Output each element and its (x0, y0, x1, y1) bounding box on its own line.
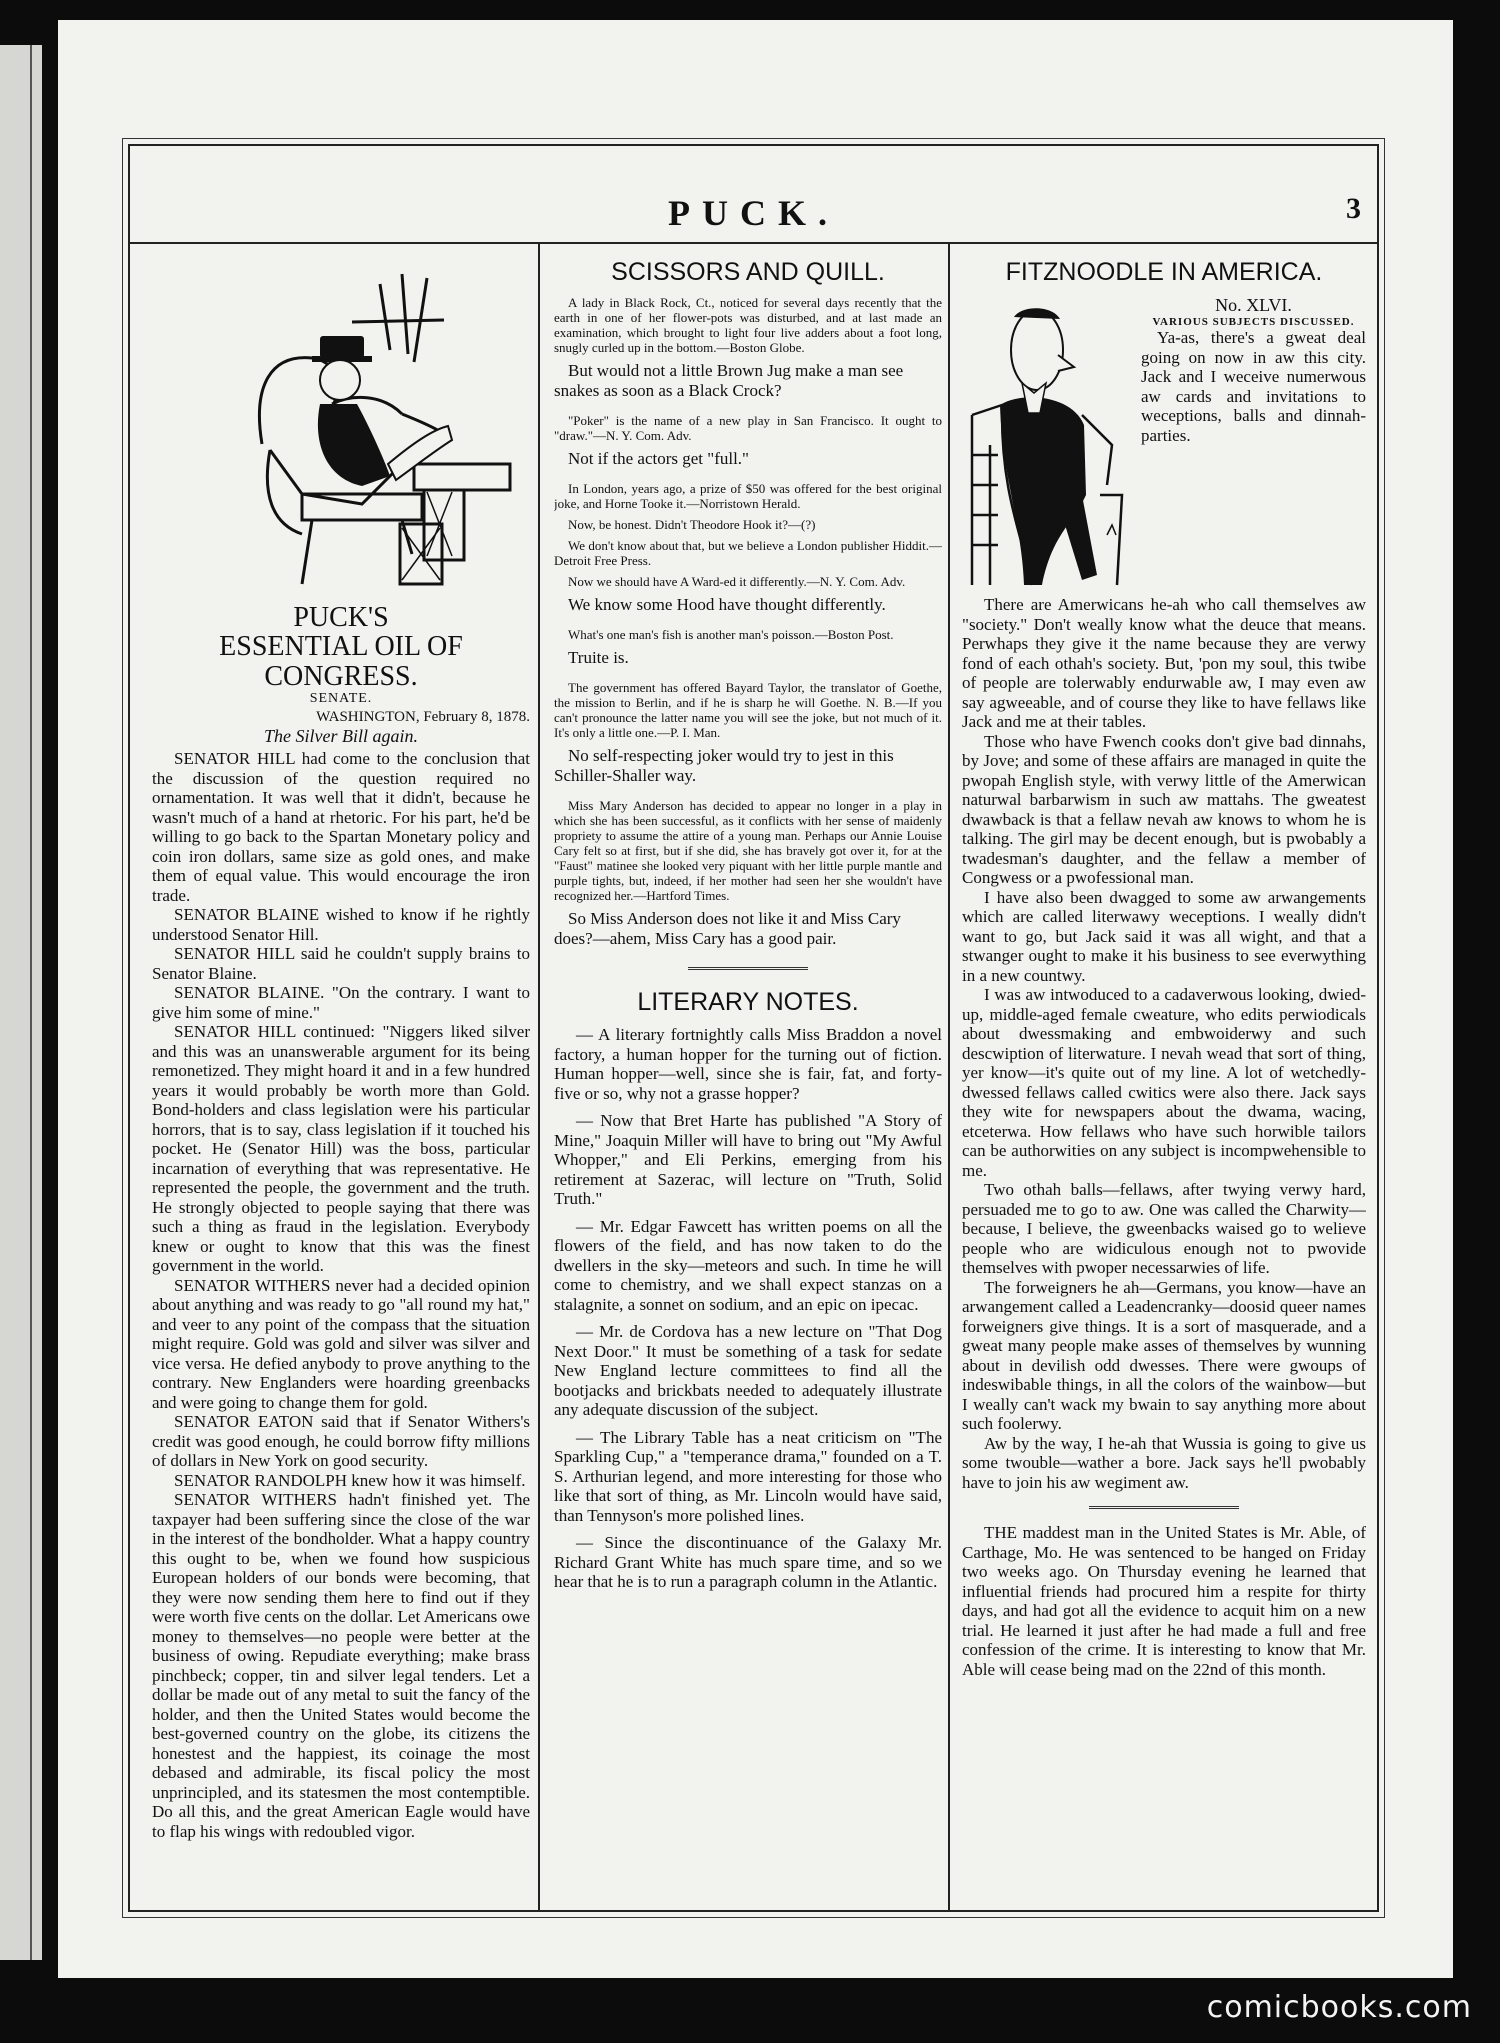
fitznoodle-illustration (962, 295, 1137, 595)
reply: Truite is. (568, 648, 629, 667)
note: — Mr. Edgar Fawcett has written poems on all the flowers of the field, and has now taken to do the dwellers in the sky—meteors and such. In time he will come to chemistry, and we shall expect stanzas on a stalagnite, a sonnet on sodium, and an epic on ipecac. (554, 1216, 942, 1314)
section-divider (688, 967, 808, 970)
newspaper-page (58, 20, 1453, 1978)
closing-item (962, 1523, 1366, 1679)
congress-heading-1: PUCK'S (293, 602, 389, 633)
item (554, 481, 942, 589)
lead-paragraph: Ya-as, there's a gweat deal going on now in aw this city. Jack and I weceive numerwous aw cards and invitations to weceptions, balls and dinnah-parties. (1141, 328, 1366, 445)
paragraph: Aw by the way, I he-ah that Wussia is going to give us some twouble—wather a bore. Jack says he'll pwobably have to join his aw wegiment aw. (962, 1433, 1366, 1492)
quote: "Poker" is the name of a new play in San Francisco. It ought to "draw."—N. Y. Com. Adv. (554, 413, 942, 443)
scissors-heading: SCISSORS AND QUILL. (611, 258, 885, 286)
paragraph: SENATOR HILL had come to the conclusion that the discussion of the question required no ornamentation. It was well that it didn't, because he wasn't much of a hand at rhetoric. For his part, he'd be willing to go back to the Spartan Monetary policy and coin iron dollars, same size as gold ones, and make them of equal value. This would encourage the iron trade. (152, 749, 530, 905)
paragraph: SENATOR BLAINE wished to know if he rightly understood Senator Hill. (152, 905, 530, 944)
paragraph: Two othah balls—fellaws, after twying verwy hard, persuaded me to go to aw. One was called the Charwity—because, I believe, the gweenbacks waised go to welieve people who are widiculous enough not to pwovide themselves with pwoper necessarwies of life. (962, 1180, 1366, 1277)
episode-subject: VARIOUS SUBJECTS DISCUSSED. (1152, 316, 1355, 328)
reply: Not if the actors get "full." (568, 449, 749, 468)
fitznoodle-intro (962, 295, 1366, 595)
paragraph: Those who have Fwench cooks don't give bad dinnahs, by Jove; and some of these affairs are managed in quite the pwopah English style, with verwy little of the Amerwican naturwal barbarwism in such aw mattahs. The gweatest dwawback is that a fellaw nevah aw knows to whom he is talking. The girl may be decent enough, but is pwobably a twadesman's daughter, and the fellaw a member of Congwess or a pwofessional man. (962, 731, 1366, 887)
column-rule-2 (948, 244, 950, 1910)
paragraph: The forweigners he ah—Germans, you know—have an arwangement called a Leadencranky—doosid queer names forweigners give things. It is a sort of masquerade, and a gweat many people make asses of themselves by wunning about in devilish odd dwesses. There were gwoups of indeswibable things, in all the colors of the wainbow—but I weally can't wack my bwain to say anything more about such foolerwy. (962, 1277, 1366, 1433)
site-watermark: comicbooks.com (1206, 1990, 1472, 2025)
item (554, 295, 942, 355)
congress-body (152, 749, 530, 1841)
congress-heading-2: ESSENTIAL OIL OF CONGRESS. (219, 631, 463, 692)
senate-section: SENATE. (309, 691, 373, 707)
paragraph: SENATOR BLAINE. "On the contrary. I want to give him some of mine." (152, 983, 530, 1022)
paragraph: SENATOR WITHERS hadn't finished yet. The taxpayer had been suffering since the close of the war in the interest of the bondholder. What a happy country this ought to be, when we found how suspicious European holders of our bonds were becoming, that they were now sending them here to find out if they were worth five cents on the dollar. Let Americans owe money to themselves—no people were better at the business of owing. Repudiate everything; make brass pinchbeck; copper, tin and silver legal tenders. Let a dollar be made out of any metal to suit the fancy of the holder, and then the United States would become the best-governed country on the globe, its citizens the honestest and the happiest, its coinage the most debased and admirable, its fiscal policy the most unprincipled, and its statesmen the most contemptible. Do all this, and the great American Eagle would have to flap his wings with redoubled vigor. (152, 1490, 530, 1841)
column-scissors (554, 254, 942, 1902)
fitznoodle-intro-text (1137, 295, 1366, 595)
reply: No self-respecting joker would try to jest in this Schiller-Shaller way. (554, 746, 894, 785)
masthead-rule (130, 242, 1377, 244)
quote: In London, years ago, a prize of $50 was offered for the best original joke, and Horne Tooke it.—Norristown Herald. (554, 481, 942, 511)
paragraph: SENATOR WITHERS never had a decided opinion about anything and was ready to go "all round my hat," and veer to any point of the compass that the situation might require. Gold was gold and silver was silver and vice versa. He defied anybody to prove anything to the contrary. New Englanders were hoarding greenbacks and were going to change them for gold. (152, 1275, 530, 1412)
reply: We know some Hood have thought differently. (568, 595, 886, 614)
reply: But would not a little Brown Jug make a man see snakes as soon as a Black Crock? (554, 361, 904, 400)
paragraph: SENATOR HILL said he couldn't supply brains to Senator Blaine. (152, 944, 530, 983)
quote: The government has offered Bayard Taylor, the translator of Goethe, the mission to Berlin, and if he is sharp he will Goethe. N. B.—If you can't pronounce the latter name you will see the joke, but not much of it. It's only a little one.—P. I. Man. (554, 680, 942, 740)
section-divider (1089, 1506, 1239, 1509)
paragraph: I was aw intwoduced to a cadaverwous looking, dwied-up, middle-aged female cweature, who edits perwiodicals about dwessmaking and embwoiderwy and such descwiption of literwature. I nevah wead that sort of thing, yer know—it's quite out of my line. A lot of wetchedly-dwessed fellaws called cwitics were also there. Jack says they wite for newspapers about the dwama, wacing, etceterwa. How fellaws who have such horwible tailors can be authorwities on any subject is incompwehensible to me. (962, 985, 1366, 1180)
item (554, 627, 942, 642)
quote: Now we should have A Ward-ed it differently.—N. Y. Com. Adv. (568, 574, 906, 589)
episode-number: No. XLVI. (1215, 295, 1292, 315)
masthead-title: PUCK. (668, 193, 839, 233)
fitznoodle-heading: FITZNOODLE IN AMERICA. (1005, 258, 1323, 286)
column-fitznoodle (962, 254, 1366, 1902)
item (554, 680, 942, 740)
puck-cartoon-icon (152, 254, 530, 599)
quote: What's one man's fish is another man's poisson.—Boston Post. (568, 627, 894, 642)
note: — Since the discontinuance of the Galaxy Mr. Richard Grant White has much spare time, and so we hear that he is to run a paragraph column in the Atlantic. (554, 1533, 942, 1591)
paragraph: There are Amerwicans he-ah who call themselves aw "society." Don't weally know what the deuce that means. Perwhaps they give it the name because they are verwy fond of each othah's society. But, 'pon my soul, this twibe of people are tolerwably endurwable aw, I may even aw say agweeable, and of course they like to have fellaws like Jack and me at their tables. (962, 595, 1366, 731)
paragraph: SENATOR RANDOLPH knew how it was himself. (174, 1470, 526, 1490)
literary-notes-heading: LITERARY NOTES. (637, 988, 859, 1016)
note: — A literary fortnightly calls Miss Braddon a novel factory, a human hopper for the turning out of fiction. Human hopper—well, since she is fair, fat, and forty-five or so, why not a grasse hopper? (554, 1025, 942, 1103)
quote: A lady in Black Rock, Ct., noticed for several days recently that the earth in one of her flower-pots was disturbed, and at last made an examination, which brought to light four live adders about a foot long, snugly curled up in the bottom.—Boston Globe. (554, 295, 942, 355)
note: — The Library Table has a neat criticism on "The Sparkling Cup," a "temperance drama," founded on a T. S. Arthurian legend, and more interesting for those who like that sort of thing, as Mr. Lincoln would have said, than Tennyson's more polished lines. (554, 1427, 942, 1525)
reply: So Miss Anderson does not like it and Miss Cary does?—ahem, Miss Cary has a good pair. (554, 909, 901, 948)
page-number: 3 (1346, 192, 1361, 225)
page-border (122, 138, 1385, 1918)
column-congress (152, 254, 530, 1902)
paragraph: SENATOR HILL continued: "Niggers liked silver and this was an unanswerable argument for its being remonetized. They might hoard it and in a few hundred years it would probably be worth more than Gold. Bond-holders and class legislation were his particular horrors, that is to say, class legislation if it touched his pocket. He (Senator Hill) was the boss, particular incarnation of everything that was representative. He represented the people, the government and the truth. He strongly objected to people saying that there was such a thing as fraud in the legislation. Everybody knew or ought to know that this was the finest government in the world. (152, 1022, 530, 1276)
closing-paragraph: THE maddest man in the United States is Mr. Able, of Carthage, Mo. He was sentenced to be hanged on Friday two weeks ago. On Thursday evening he learned that influential friends had procured him a respite for thirty days, and had got all the evidence to acquit him on a new trial. He learned it just after he had made a full and free confession of the crime. It is interesting to know that Mr. Able will cease being mad on the 22nd of this month. (962, 1523, 1366, 1679)
literary-notes-body (554, 1025, 942, 1592)
note: — Now that Bret Harte has published "A Story of Mine," Joaquin Miller will have to bring out "My Awful Whopper," and Eli Perkins, emerging from his retirement at Sazerac, will lecture on "Truth, Solid Truth." (554, 1111, 942, 1208)
column-rule-1 (538, 244, 540, 1910)
fitznoodle-cartoon-icon (962, 295, 1137, 595)
page-border-inner (128, 144, 1379, 1912)
item (554, 798, 942, 903)
quote: We don't know about that, but we believe a London publisher Hiddit.—Detroit Free Press. (554, 538, 942, 568)
quote: Miss Mary Anderson has decided to appear no longer in a play in which she has been successful, as it conflicts with her sense of maidenly propriety to assume the attire of a young man. Perhaps our Annie Louise Cary felt so at first, but if she did, she has bravely got over it, for at the "Faust" matinee she looked very piquant with her little purple mantle and purple tights, but, indeed, if her mother had seen her she wouldn't have recognized her.—Hartford Times. (554, 798, 942, 903)
paragraph: SENATOR EATON said that if Senator Withers's credit was good enough, he could borrow fifty millions of dollars in New York on good security. (152, 1412, 530, 1471)
note: — Mr. de Cordova has a new lecture on "That Dog Next Door." It must be something of a task for sedate New England lecture committees to find all the bootjacks and brickbats needed to adequately illustrate any adequate discussion of the subject. (554, 1322, 942, 1419)
paragraph: I have also been dwagged to some aw arwangements which are called literwawy weceptions. I weally didn't want to go, but Jack said it was all wight, and that a stwanger ought to make it his business to see everwything in a new countwy. (962, 887, 1366, 985)
puck-illustration (152, 254, 530, 599)
item (554, 413, 942, 443)
fitznoodle-body (962, 595, 1366, 1492)
dateline: WASHINGTON, February 8, 1878. (316, 709, 530, 726)
silver-bill-subtitle: The Silver Bill again. (264, 726, 418, 747)
previous-page-edge (0, 45, 42, 1960)
quote: Now, be honest. Didn't Theodore Hook it?—(?) (568, 517, 816, 532)
